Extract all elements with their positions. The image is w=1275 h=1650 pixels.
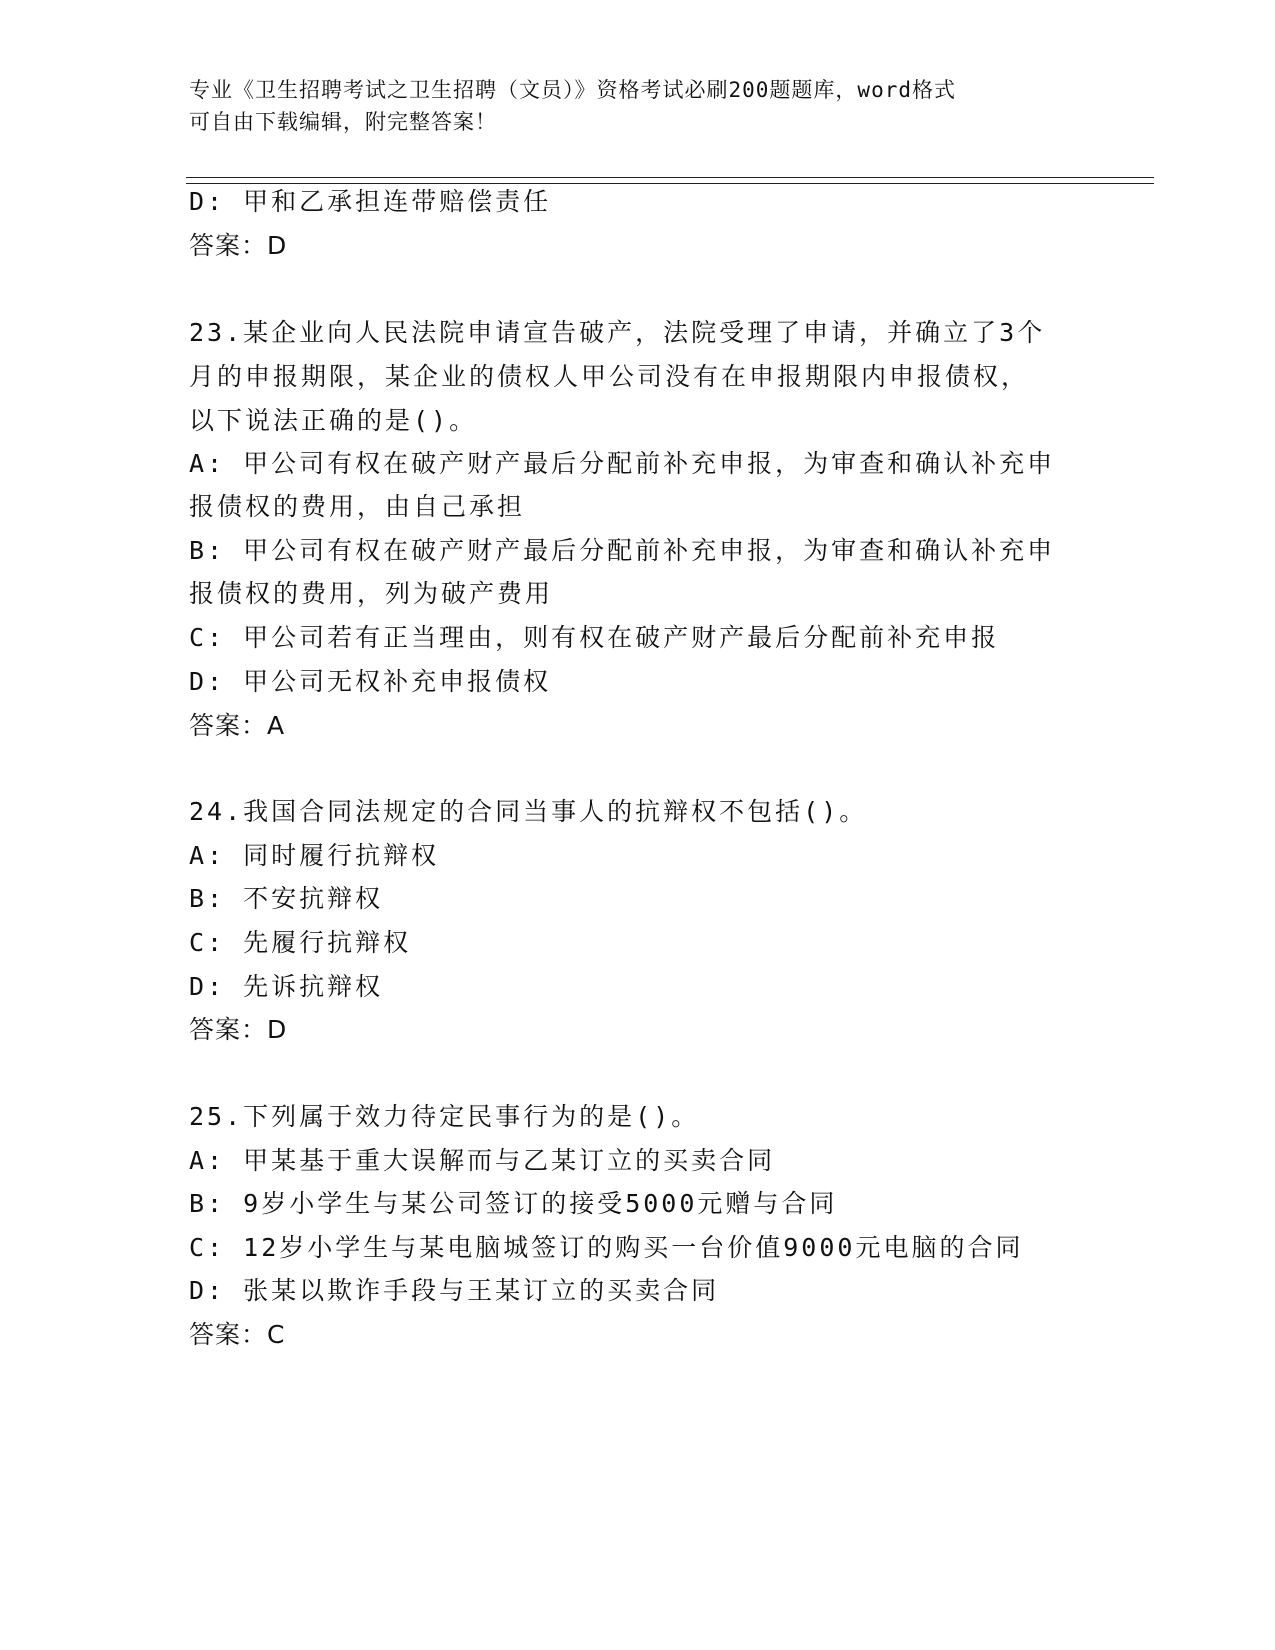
q23-stem-line-2: 月的申报期限，某企业的债权人甲公司没有在申报期限内申报债权， — [189, 362, 1030, 391]
q23-option-b-line-2: 报债权的费用，列为破产费用 — [189, 579, 554, 608]
header-divider-bottom — [186, 183, 1154, 184]
q24-option-c: C: 先履行抗辩权 — [189, 928, 412, 957]
header-title-line-1: 专业《卫生招聘考试之卫生招聘（文员）》资格考试必刷200题题库，word格式 — [189, 78, 956, 102]
q24-answer: 答案：D — [189, 1015, 288, 1044]
q24-stem: 24.我国合同法规定的合同当事人的抗辩权不包括()。 — [189, 797, 868, 826]
header-title-line-2: 可自由下载编辑，附完整答案！ — [189, 110, 497, 134]
q24-option-a: A: 同时履行抗辩权 — [189, 841, 440, 870]
q23-stem-line-3: 以下说法正确的是()。 — [189, 406, 478, 435]
prev-answer: 答案：D — [189, 231, 288, 260]
q23-option-c: C: 甲公司若有正当理由，则有权在破产财产最后分配前补充申报 — [189, 623, 1000, 652]
q23-answer: 答案：A — [189, 711, 286, 740]
prev-option-d: D: 甲和乙承担连带赔偿责任 — [189, 187, 552, 216]
q23-stem-line-1: 23.某企业向人民法院申请宣告破产，法院受理了申请，并确立了3个 — [189, 318, 1046, 347]
q25-option-b: B: 9岁小学生与某公司签订的接受5000元赠与合同 — [189, 1189, 838, 1218]
q25-option-a: A: 甲某基于重大误解而与乙某订立的买卖合同 — [189, 1146, 776, 1175]
q24-option-d: D: 先诉抗辩权 — [189, 972, 384, 1001]
q23-option-d: D: 甲公司无权补充申报债权 — [189, 667, 552, 696]
q25-option-d: D: 张某以欺诈手段与王某订立的买卖合同 — [189, 1276, 720, 1305]
q23-option-a-line-2: 报债权的费用，由自己承担 — [189, 492, 526, 521]
q24-option-b: B: 不安抗辩权 — [189, 884, 384, 913]
q23-option-a-line-1: A: 甲公司有权在破产财产最后分配前补充申报，为审查和确认补充申 — [189, 449, 1056, 478]
q23-option-b-line-1: B: 甲公司有权在破产财产最后分配前补充申报，为审查和确认补充申 — [189, 536, 1056, 565]
q25-option-c: C: 12岁小学生与某电脑城签订的购买一台价值9000元电脑的合同 — [189, 1233, 1024, 1262]
q25-answer: 答案：C — [189, 1320, 286, 1349]
q25-stem: 25.下列属于效力待定民事行为的是()。 — [189, 1102, 700, 1131]
header-divider-top — [186, 177, 1154, 178]
